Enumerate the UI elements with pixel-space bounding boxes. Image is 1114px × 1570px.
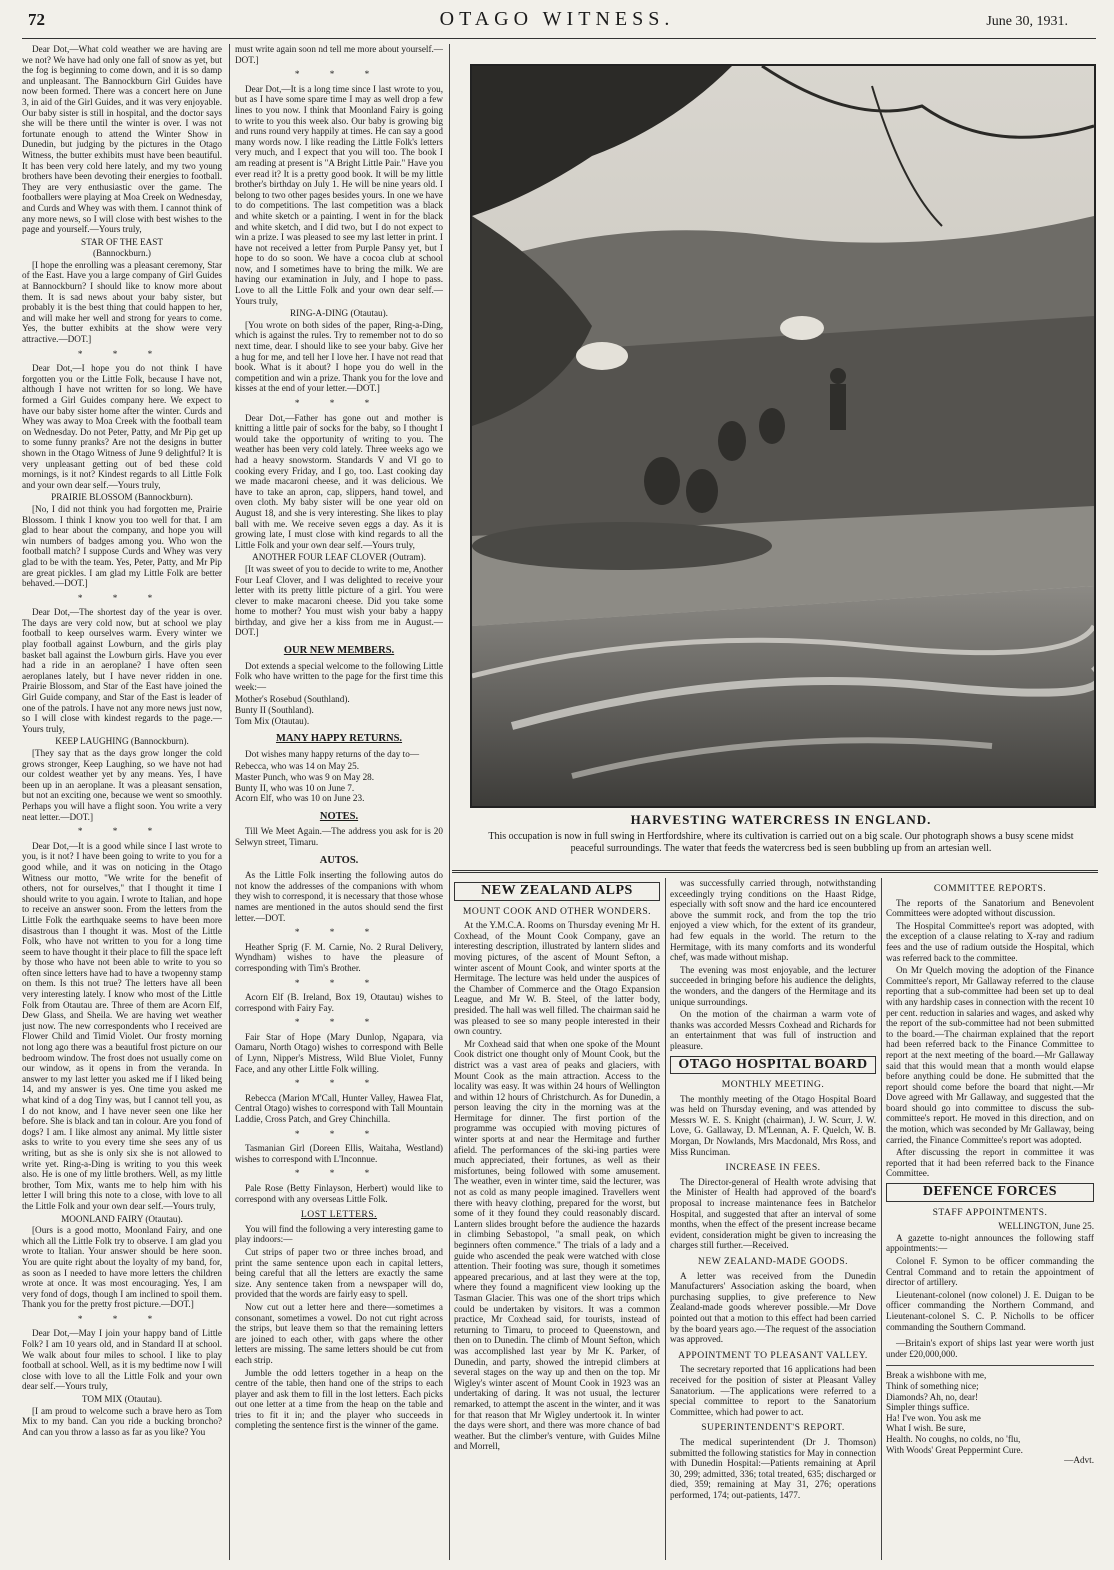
paragraph: A gazette to-night announces the following staff appointments:— bbox=[886, 1232, 1094, 1254]
letter-signature: TOM MIX (Otautau). bbox=[81, 1394, 163, 1405]
asterisk-divider: * * * bbox=[294, 69, 384, 80]
nz-alps-subheading: MOUNT COOK AND OTHER WONDERS. bbox=[462, 905, 652, 917]
editor-reply: [I hope the enrolling was a pleasant ceremony, Star of the East. Have you a large company of Girl Guides at Bannockburn? I should like to know more about them. It is sad news about your baby sister, but probably it is the best thing that could happen to her, and will make her well and strong for years to come. Yes, the butter exhibits at the show were very attractive.—DOT.] bbox=[22, 259, 222, 345]
column-5 bbox=[886, 878, 1094, 1560]
autos-heading: AUTOS. bbox=[319, 854, 359, 866]
dateline: WELLINGTON, June 25. bbox=[998, 1221, 1094, 1232]
happy-returns-heading: MANY HAPPY RETURNS. bbox=[275, 733, 403, 745]
hospital-board-heading: OTAGO HOSPITAL BOARD bbox=[670, 1056, 876, 1075]
paragraph: Colonel F. Symon to be officer commanding the Central Command and to retain the appointment of director of artillery. bbox=[886, 1256, 1094, 1288]
editor-reply: [You wrote on both sides of the paper, Ring-a-Ding, which is against the rules. Try to remember not to do so next time, dear. I should like to see your baby. Give her a hug for me, and tell her I love her. I have not read that book. What is it about? I hope you do well in the competition and win a prize. Thank you for the love and kisses at the end of your letter.—DOT.] bbox=[235, 319, 443, 394]
column-divider bbox=[229, 44, 230, 1560]
asterisk-divider: * * * bbox=[294, 1017, 384, 1028]
staff-appointments-heading: STAFF APPOINTMENTS. bbox=[932, 1206, 1048, 1218]
asterisk-divider: * * * bbox=[77, 348, 167, 359]
new-member-name: Mother's Rosebud (Southland). bbox=[235, 694, 350, 705]
advert-line: Health. No coughs, no colds, no 'flu, bbox=[886, 1433, 1021, 1444]
issue-date: June 30, 1931. bbox=[986, 14, 1068, 29]
advert-line: What I wish. Be sure, bbox=[886, 1423, 966, 1434]
letter-body: Dear Dot,—May I join your happy band of Little Folk? I am 10 years old, and in Standard II at school. We walk about four miles to school. I like to play football at school. Well, as it is my bedtime now I will close with love to all the Little Folk and your own dear self.—Yours truly, bbox=[22, 1328, 222, 1392]
asterisk-divider: * * * bbox=[294, 927, 384, 938]
editor-reply: [They say that as the days grow longer the cold grows stronger, Keep Laughing, so we have not had our coldest weather yet by any means. Yes, I have been up in an aeroplane. It was a pleasant sensation, but not an exciting one, because we went so smoothly. Perhaps you will have a flight soon. You write a very neat letter.—DOT.] bbox=[22, 748, 222, 822]
editor-reply: [Ours is a good motto, Moonland Fairy, and one which all the Little Folk try to observe. I am glad you wrote to Italian. Your answer should be here soon. You are quite right about the loyalty of my band, for, as soon as I needed to have more letters the children wrote at once. It was most encouraging. Yes, I am very fond of dogs, though I am inclined to spoil them. Thank you for the pretty frost picture.—DOT.] bbox=[22, 1225, 222, 1310]
column-3 bbox=[454, 878, 660, 1560]
birthday-entry: Rebecca, who was 14 on May 25. bbox=[235, 761, 359, 772]
photo-title: HARVESTING WATERCRESS IN ENGLAND. bbox=[630, 812, 932, 827]
committee-reports-body bbox=[886, 898, 1094, 1179]
birthday-entry: Bunty II, who was 10 on June 7. bbox=[235, 782, 355, 793]
hospital-board-subheading: MONTHLY MEETING. bbox=[721, 1079, 825, 1091]
notes-text: Till We Meet Again.—The address you ask for is 20 Selwyn street, Timaru. bbox=[235, 826, 443, 847]
paragraph: On Mr Quelch moving the adoption of the Finance Committee's report, Mr Gallaway referred to the clause reporting that a sub-committee had been set up to deal with any hardship cases in connection with the recent 10 per cent. reduction in salaries and wages, and asked why the report of the sub-committee had not been submitted to the board.—The chairman explained that the report had been referred back to the Finance Committee to report at the next meeting of the board.—Mr Gallaway said that this would mean that a month would elapse before anything could be done. He submitted that the report should come before the board that night.—Mr Dove agreed with Mr Gallaway, and suggested that the board should go into committee to discuss the sub-committee's report. He moved in this direction, and on the motion, which was seconded by Mr Gallaway, being carried, the Finance Committee's report was adopted. bbox=[886, 965, 1094, 1145]
auto-entry: Heather Sprig (F. M. Carnie, No. 2 Rural Delivery, Wyndham) wishes to have the pleasure of corresponding with Tim's Brother. bbox=[235, 941, 443, 973]
column-4 bbox=[670, 878, 876, 1560]
page-number: 72 bbox=[28, 10, 45, 29]
photo-illustration bbox=[472, 66, 1094, 806]
letter-signature: KEEP LAUGHING (Bannockburn). bbox=[55, 736, 189, 747]
advert-line: Ha! I've won. You ask me bbox=[886, 1412, 981, 1423]
photo-caption: This occupation is now in full swing in Hertfordshire, where its cultivation is carried out on a big scale. Our photograph shows a busy scene midst peaceful surroundings. The water that feeds the watercress bed is seen bubbling up from an artesian well. bbox=[488, 831, 1074, 854]
letters-list bbox=[22, 44, 222, 1437]
lost-letters-body bbox=[235, 1224, 443, 1431]
asterisk-divider: * * * bbox=[294, 398, 384, 408]
letter-body: Dear Dot,—Father has gone out and mother is knitting a little pair of socks for the baby, so I thought I would take the opportunity of writing to you. The weather has been very cold lately. Three weeks ago we had a heavy snowstorm. Standards V and VI go to cooking every Friday, and I go, too. Last cooking day we made macaroni cheese, and it was delicious. We have to take an apron, cap, slippers, hand towel, and oven cloth. My baby sister will be one year old on August 18, and she is very interesting. She likes to play ball with me. We receive seven eggs a day. As it is growing late, I must close with kind regards to all the Little Folk and your own dear self.—Yours truly, bbox=[235, 412, 443, 550]
column-2 bbox=[235, 44, 443, 1560]
advert-line: Simpler things suffice. bbox=[886, 1402, 970, 1413]
goods-text: A letter was received from the Dunedin Manufacturers' Association asking the board, when purchasing supplies, to give preference to New Zealand-made goods wherever possible.—Mr Dove pointed out that a motion to this effect had been carried by the board years ago.—The request of the association was approved. bbox=[670, 1270, 876, 1345]
auto-entry: Rebecca (Marion M'Call, Hunter Valley, Hawea Flat, Central Otago) wishes to correspond with Tall Mountain Laddie, Cross Patch, and Grey Chinchilla. bbox=[235, 1092, 443, 1125]
asterisk-divider: * * * bbox=[77, 592, 167, 603]
autos-list bbox=[235, 927, 443, 1204]
paragraph: was successfully carried through, notwithstanding exceedingly trying conditions on the Haast Ridge, especially with soft snow and the hard ice encountered above the summit rock, and from the top the trio enjoyed a view which, for the extent of its grandeur, had few equals in the world. The return to the Hermitage, with its many comforts and its wonderful chef, was made without mishap. bbox=[670, 878, 876, 963]
happy-returns-list bbox=[235, 761, 443, 803]
ships-note: —Britain's export of ships last year were worth just under £20,000,000. bbox=[886, 1338, 1094, 1359]
fees-heading: INCREASE IN FEES. bbox=[725, 1162, 821, 1174]
paragraph: The evening was most enjoyable, and the lecturer succeeded in bringing before his audience the delights, the wonders, and the dangers of the Hermitage and its unique surroundings. bbox=[670, 964, 876, 1007]
autos-intro: As the Little Folk inserting the following autos do not know the addresses of the companions with whom they wish to correspond, it is necessary that those whose names are mentioned in the autos should send the first letter.—DOT. bbox=[235, 870, 443, 923]
asterisk-divider: * * * bbox=[77, 1313, 167, 1324]
nz-alps-continued bbox=[670, 878, 876, 1052]
letter-body: Dear Dot,—The shortest day of the year is over. The days are very cold now, but at school we play football to keep ourselves warm. Every winter we play football against Lowburn, and the girls play basket ball against the Lowburn girls. Have you ever had a ride in an aeroplane? I have often seen aeroplanes lately, but I have never ridden in one. Prairie Blossom, and Star of the East have joined the Girl Guide company, and Star of the East is leader of one of the patrols. I have not any more news just now, so I will close with kindest regards to the page.—Yours truly, bbox=[22, 607, 222, 734]
superintendent-heading: SUPERINTENDENT'S REPORT. bbox=[701, 1422, 845, 1434]
paragraph: On the motion of the chairman a warm vote of thanks was accorded Messrs Coxhead and Richards for an entertainment that was full of instruction and pleasure. bbox=[670, 1009, 876, 1051]
letter-place: (Bannockburn.) bbox=[93, 248, 151, 259]
letter-signature: ANOTHER FOUR LEAF CLOVER (Outram). bbox=[252, 552, 426, 563]
new-member-name: Bunty II (Southland). bbox=[235, 705, 314, 716]
letter-body: Dear Dot,—It is a long time since I last wrote to you, but as I have some spare time I may as well drop a few lines to you now. I think that Moonland Fairy is going to write to you this week also. Our baby is growing big and runs round very happily at times. He can say a good many words now. I like reading the Little Folk's letters very much, and I expect that you will too. The book I am reading at present is "A Bright Little Pair." Have you ever read it? It is a pretty good book. It will be my little brother's birthday on July 1. He will be nine years old. I belong to two other pages besides yours. In one we have to do competitions. The last competition was a black and white sketch or a painting. I went in for the black and white sketch, and I did two, but I do not expect to win a prize. I was pleased to see my last letter in print. I have not received a letter from Purple Pansy yet, but I hope to do so soon. We have a cocoa club at school now, and I sometimes have to bring the milk. We are having our examination in July, and I hope to pass. Love to all the Little Folk and your own dear self.—Yours truly, bbox=[235, 83, 443, 306]
happy-returns-intro: Dot wishes many happy returns of the day to— bbox=[245, 748, 420, 759]
lost-letters-heading: LOST LETTERS. bbox=[300, 1209, 378, 1221]
paragraph: At the Y.M.C.A. Rooms on Thursday evening Mr H. Coxhead, of the Mount Cook Company, gave an interesting description, illustrated by lantern slides and moving pictures, of the ascent of Mount Sefton, a winter ascent of Mount Cook, and winter sports at the Hermitage. The lecture was held under the auspices of the Chamber of Commerce and the Otago Expansion League, and Mr W. B. Steel, of the latter body, presided. The hall was well filled. The chairman said he was pleased to see so many people interested in their own country. bbox=[454, 920, 660, 1037]
new-member-name: Tom Mix (Otautau). bbox=[235, 715, 310, 726]
paragraph: Now cut out a letter here and there—sometimes a consonant, sometimes a vowel. Do not cut right across the strips, but leave them so that the remaining letters are joined to each other, with gaps where the other letters are missing. The same letters should be cut from each strip. bbox=[235, 1301, 443, 1365]
letter-signature: PRAIRIE BLOSSOM (Bannockburn). bbox=[51, 492, 193, 503]
column-1 bbox=[22, 44, 222, 1560]
asterisk-divider: * * * bbox=[294, 1078, 384, 1089]
paragraph: Jumble the odd letters together in a heap on the centre of the table, then hand one of the strips to each player and ask them to fill in the lost letters. Each picks out one letter at a time from the heap on the table and tries to fit it in; and the player who succeeds in completing the sentence first is the winner of the game. bbox=[235, 1367, 443, 1431]
letter-body: Dear Dot,—What cold weather we are having are we not? We have had only one fall of snow as yet, but the fog is beginning to come down, and it is so damp and unpleasant. The Bannockburn Girl Guides have now been formed. There was a concert here on June 3, in aid of the Girl Guides, and it was very enjoyable. Our baby sister is still in hospital, and the doctor says she will be there until the winter is over. I was not fortunate enough to attend the Winter Show in Dunedin, but judging by the pictures in the Otago Witness, the butter exhibits must have been beautiful. It has been very cold here lately, and my two young brothers have been devoting their energies to football. They are very enthusiastic over the game. The footballers were playing at Moa Creek on Wednesday, and Curds and Whey was with them. I cannot think of any more news, so I will close with best wishes to the page and yourself.—Yours truly, bbox=[22, 44, 222, 235]
ad-rule bbox=[886, 1365, 1094, 1366]
paragraph: After discussing the report in committee it was reported that it had been referred back to the Finance Committee. bbox=[886, 1147, 1094, 1179]
fees-text: The Director-general of Health wrote advising that the Minister of Health had approved of the board's proposal to increase maintenance fees in Batchelor Hospital, and suggested that after an interval of some months, when the effect of the present increase became evident, consideration might be given to increasing the charges still further.—Received. bbox=[670, 1176, 876, 1251]
defence-body bbox=[886, 1233, 1094, 1332]
paragraph: Lieutenant-colonel (now colonel) J. E. Duigan to be officer commanding the Northern Command, and Lieutenant-colonel S. C. P. Nicholls to be officer commanding the Southern Command. bbox=[886, 1289, 1094, 1332]
letters-list-2 bbox=[235, 69, 443, 638]
committee-reports-heading: COMMITTEE REPORTS. bbox=[933, 883, 1047, 894]
asterisk-divider: * * * bbox=[77, 826, 167, 837]
editor-reply: [It was sweet of you to decide to write to me, Another Four Leaf Clover, and I was delighted to receive your letter with its pretty little picture of a girl. You were clever to make macaroni cheese. Did you take some home to mother? You must wish your baby a happy birthday, and give her a kiss from me in August.—DOT.] bbox=[235, 563, 443, 638]
new-members-list bbox=[235, 694, 443, 726]
meeting-text: The monthly meeting of the Otago Hospital Board was held on Thursday evening, and was attended by Messrs W. E. S. Knight (chairman), J. W. Scurr, J. W. Love, G. Gallaway, D. M'Lennan, A. F. Quelch, W. B. Morgan, Dr Nowlands, Mrs Macdonald, Mrs Ross, and Miss Runciman. bbox=[670, 1093, 876, 1157]
letter-signature: MOONLAND FAIRY (Otautau). bbox=[61, 1213, 183, 1224]
continued-reply: must write again soon nd tell me more about yourself.—DOT.] bbox=[235, 44, 443, 65]
asterisk-divider: * * * bbox=[294, 1168, 384, 1179]
defence-forces-heading: DEFENCE FORCES bbox=[886, 1183, 1094, 1202]
letter-signature: RING-A-DING (Otautau). bbox=[290, 308, 388, 319]
auto-entry: Tasmanian Girl (Doreen Ellis, Waitaha, Westland) wishes to correspond with L'Inconnue. bbox=[235, 1143, 443, 1164]
newspaper-title: OTAGO WITNESS. bbox=[439, 8, 675, 30]
advert-tag: —Advt. bbox=[1064, 1455, 1094, 1466]
paragraph: Cut strips of paper two or three inches broad, and print the same sentence upon each in capital letters, being careful that all the letters are exactly the same size. Any sentence taken from a newspaper will do, provided that the words are fairly easy to spell. bbox=[235, 1246, 443, 1300]
advert-line: Break a wishbone with me, bbox=[886, 1370, 987, 1381]
editor-reply: [No, I did not think you had forgotten me, Prairie Blossom. I think I know you too well for that. I am glad to hear about the company, and hope you will win numbers of badges among you. Who won the football match? I suppose Curds and Whey was very glad to be with the team. Yes, Peter, Patty, and Mr Pip are great pickles. I am glad my Little Folk are better behaved.—DOT.] bbox=[22, 503, 222, 589]
column-divider bbox=[665, 878, 666, 1560]
paragraph: The Hospital Committee's report was adopted, with the exception of a clause relating to X-ray and radium fees and the use of radium outside the Hospital, which was referred back to the committee. bbox=[886, 920, 1094, 963]
letter-body: Dear Dot,—I hope you do not think I have forgotten you or the Little Folk, because I have not, although I have not written for so long. We have formed a Girl Guides company here. We expect to have our baby sister home after the winter. Curds and Whey was away to Moa Creek with the football team on Wednesday. Do not Peter, Patty, and Mr Pip get up to some funny pranks? Are not the designs in butter shown in the Otago Witness of June 9 delightful? It is very unpleasant getting out of bed these cold mornings, is it not? Kindest regards to all Little Folk and your own dear self.—Yours truly, bbox=[22, 363, 222, 490]
notes-heading: NOTES. bbox=[319, 810, 359, 822]
paragraph: You will find the following a very interesting game to play indoors:— bbox=[235, 1223, 443, 1245]
section-rule bbox=[452, 870, 1098, 873]
auto-entry: Acorn Elf (B. Ireland, Box 19, Otautau) wishes to correspond with Fairy Fay. bbox=[235, 992, 443, 1013]
birthday-entry: Acorn Elf, who was 10 on June 23. bbox=[235, 793, 365, 804]
column-divider bbox=[881, 878, 882, 1560]
advert-line: With Woods' Great Peppermint Cure. bbox=[886, 1444, 1023, 1455]
letter-signature: STAR OF THE EAST bbox=[80, 236, 164, 247]
auto-entry: Fair Star of Hope (Mary Dunlop, Ngapara, via Oamaru, North Otago) wishes to correspond with Belle of Lynn, Nipper's Mistress, Wild Blue Violet, Funny Face, and any other Little Folk willing. bbox=[235, 1031, 443, 1074]
letter-body: Dear Dot,—It is a good while since I last wrote to you, is it not? I have been going to write to you for a good while, and it was on noticing in the Otago Witness our motto, "We write for the benefit of others, not for ourselves," that I thought it time I should write to you again. I wrote to Italian, and hope to receive an answer soon. From the letters from the Little Folk the earthquake seems to have been more disastrous than I thought it was. Most of the Little Folk, who have not written to you for a long time seem to have thought it their place to fill the space left by those who have not been able to write to you so often since letters have had to have a twopenny stamp on them. Is this not true? The letters have all been very interesting lately. I know who most of the Little Folk from Otautau are. Three of them are Acorn Elf, Dew Glass, and Sheila. We are having wet weather just now. The new correspondents who I received are Flower Child and Timid Violet. Our frosty morning not long ago there was a beautiful frost picture on our bedroom window. The frost does not usually come on our window, as it opens in from the veranda. In answer to my last letter you asked me if I liked being 14, and my answer is yes. One time you asked me what kind of a dog Tiny was, but I cannot tell you, as I do not know, and I have never seen one like her before. She is black and tan in colour. Are you fond of dogs? I am. I like almost any animal. My little sister asks to write to you every time she sees any of us writing, but as she is only six she is not allowed to write yet. Ring-a-Ding is writing to you this week also. He is one of my little brothers. Well, as my little brother, Tom Mix, wants me to help him with his letter I will bring this note to a close, with love to all the Little Folk and your own dear self.—Yours truly, bbox=[22, 840, 222, 1211]
peppermint-cure-advert bbox=[886, 1370, 1094, 1455]
superintendent-text: The medical superintendent (Dr J. Thomson) submitted the following statistics for May in connection with Dunedin Hospital:—Patients remaining at April 30, 299; admitted, 336; total treated, 635; discharged or died, 359; remaining at May 31, 276; operations performed, 174; out-patients, 1477. bbox=[670, 1436, 876, 1500]
auto-entry: Pale Rose (Betty Finlayson, Herbert) would like to correspond with any overseas Little Folk. bbox=[235, 1183, 443, 1204]
editor-reply: [I am proud to welcome such a brave hero as Tom Mix to my band. Can you ride a bucking broncho? And can you throw a lasso as far as you like? You bbox=[22, 1405, 222, 1437]
asterisk-divider: * * * bbox=[294, 1128, 384, 1139]
masthead-rule bbox=[22, 38, 1096, 39]
nz-alps-body bbox=[454, 920, 660, 1452]
paragraph: Mr Coxhead said that when one spoke of the Mount Cook district one thought only of Mount Cook, but the district was a vast area of peaks and glaciers, with Mount Cook as the main attraction. Access to the locality was easy. It was within 24 hours of Wellington and within 12 hours of Christchurch. As for Dunedin, a person leaving the city in the morning was at the Hermitage for dinner. The first portion of the programme was occupied with moving pictures of winter sports at and near the Hermitage and further afield. The performances of the ski-ing parties were much appreciated, their fortunes, as well as their misfortunes, being followed with some amusement. The weather, even in winter time, said the lecturer, was not as cold as many people imagined. Travellers went there with heavy clothing, prepared for the worst, but some of it they found they could reasonably discard. Lantern slides brought before the audience the hazards in climbing Sebastopol, "a small peak, on which beginners often commence." The trials of a lady and a guide who ascended the peak were watched with close attention. Their footing was sure, though it sometimes appeared precarious, and at last they were at the top, where they found a magnificent view looking up the Tasman Glacier. This was one of the short trips which could be undertaken by visitors. It was a common practice, Mr Coxhead said, for tourists, instead of returning to Timaru, to proceed to Queenstown, and then on to Dunedin. The climb of Mount Sefton, which was accomplished last year by Mr K. Parker, of Dunedin, and party, showed the intrepid climbers at several stages on the way up and then on the top. Mr Wigley's winter ascent of Mount Cook in 1923 was an undertaking of daring. It was not usual, the lecturer remarked, to attempt the ascent in the winter, and it was for that reason that Mr Wigley undertook it. In winter the days were short, and there was more chance of bad weather. But the climber's venture, with Guides Milne and Morrell, bbox=[454, 1038, 660, 1452]
advert-line: Think of something nice; bbox=[886, 1380, 979, 1391]
nz-alps-heading: NEW ZEALAND ALPS bbox=[454, 882, 660, 901]
asterisk-divider: * * * bbox=[294, 977, 384, 988]
goods-heading: NEW ZEALAND-MADE GOODS. bbox=[697, 1256, 849, 1267]
new-members-intro: Dot extends a special welcome to the following Little Folk who have written to the page for the first time this week:— bbox=[235, 660, 443, 692]
birthday-entry: Master Punch, who was 9 on May 28. bbox=[235, 772, 375, 782]
appointment-text: The secretary reported that 16 applications had been received for the position of sister at Pleasant Valley Sanatorium. —The applications were referred to a special committee to report to the Sanatorium Committee, which had power to act. bbox=[670, 1364, 876, 1417]
new-members-heading: OUR NEW MEMBERS. bbox=[283, 645, 395, 657]
appointment-heading: APPOINTMENT TO PLEASANT VALLEY. bbox=[678, 1349, 868, 1361]
paragraph: The reports of the Sanatorium and Benevolent Committees were adopted without discussion. bbox=[886, 897, 1094, 919]
advert-line: Diamonds? Ah, no, dear! bbox=[886, 1391, 979, 1402]
watercress-photograph bbox=[470, 64, 1096, 808]
column-divider bbox=[449, 44, 450, 1560]
